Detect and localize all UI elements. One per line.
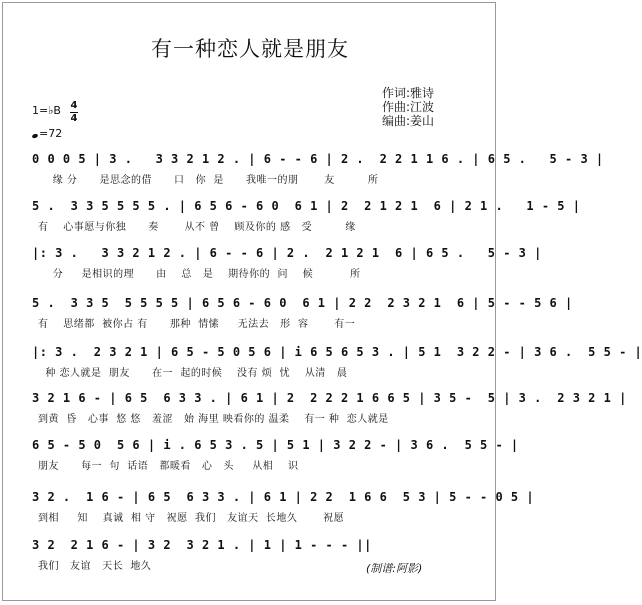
- lyrics-row: 有 心事愿与你独 奏 从不 曾 顾及你的 感 受 缘: [38, 222, 356, 233]
- lyrics-row: 到相 知 真诚 相 守 祝愿 我们 友谊天 长地久 祝愿: [38, 513, 345, 524]
- lyrics-row: 缘 分 是思念的借 口 你 是 我唯一的朋 友 所: [38, 175, 379, 186]
- credits-block: [382, 86, 434, 128]
- notation-row: 5 . 3 3 5 5 5 5 . | 6 5 6 - 6 0 6 1 | 2 2 1 2 1 6 | 2 1 . 1 - 5 |: [32, 199, 581, 213]
- tempo-marking: [32, 127, 62, 140]
- notation-row: 6 5 - 5 0 5 6 | i . 6 5 3 . 5 | 5 1 | 3 2 2 - | 3 6 . 5 5 - |: [32, 438, 519, 452]
- notation-row: 0 0 0 5 | 3 . 3 3 2 1 2 . | 6 - - 6 | 2 . 2 2 1 1 6 . | 6 5 . 5 - 3 |: [32, 152, 604, 166]
- arranger-credit: 编曲:姜山: [382, 114, 435, 128]
- time-signature: [70, 101, 78, 124]
- notation-row: |: 3 . 3 3 2 1 2 . | 6 - - 6 | 2 . 2 1 2 1 6 | 6 5 . 5 - 3 |: [32, 246, 542, 260]
- tempo-value: =72: [39, 127, 63, 140]
- composer-credit: 作曲:江波: [382, 100, 435, 114]
- lyrics-row: 我们 友谊 天长 地久: [38, 561, 152, 572]
- notation-row: 5 . 3 3 5 5 5 5 5 | 6 5 6 - 6 0 6 1 | 2 2 2 3 2 1 6 | 5 - - 5 6 |: [32, 296, 573, 310]
- transcriber-credit: (制谱:阿影): [366, 562, 423, 575]
- lyricist-credit: 作词:雅诗: [382, 86, 435, 100]
- notation-row: 3 2 . 1 6 - | 6 5 6 3 3 . | 6 1 | 2 2 1 6 6 5 3 | 5 - - 0 5 |: [32, 490, 535, 504]
- notation-row: 3 2 1 6 - | 6 5 6 3 3 . | 6 1 | 2 2 2 2 1 6 6 5 | 3 5 - 5 | 3 . 2 3 2 1 |: [32, 391, 627, 405]
- lyrics-row: 朋友 每一 句 话语 都暖看 心 头 从相 识: [38, 461, 299, 472]
- quarter-note-icon: [31, 133, 38, 139]
- key-signature: 1=♭B: [32, 104, 61, 117]
- lyrics-row: 到黄 昏 心事 悠 悠 羞涩 始 海里 映看你的 温柔 有一 种 恋人就是: [38, 414, 389, 425]
- lyrics-row: 有 思绪都 被你占 有 那种 情愫 无法去 形 容 有一: [38, 319, 356, 330]
- notation-row: |: 3 . 2 3 2 1 | 6 5 - 5 0 5 6 | i 6 5 6 5 3 . | 5 1 3 2 2 - | 3 6 . 5 5 - |: [32, 345, 642, 359]
- notation-row: 3 2 2 1 6 - | 3 2 3 2 1 . | 1 | 1 - - - ||: [32, 538, 372, 552]
- time-signature-bottom: 4: [70, 113, 78, 124]
- lyrics-row: 种 恋人就是 朋友 在一 起的时候 没有 烦 忧 从清 晨: [38, 368, 348, 379]
- song-title: 有一种恋人就是朋友: [151, 37, 349, 61]
- lyrics-row: 分 是相识的理 由 总 是 期待你的 问 候 所: [38, 269, 361, 280]
- time-signature-top: 4: [70, 100, 78, 111]
